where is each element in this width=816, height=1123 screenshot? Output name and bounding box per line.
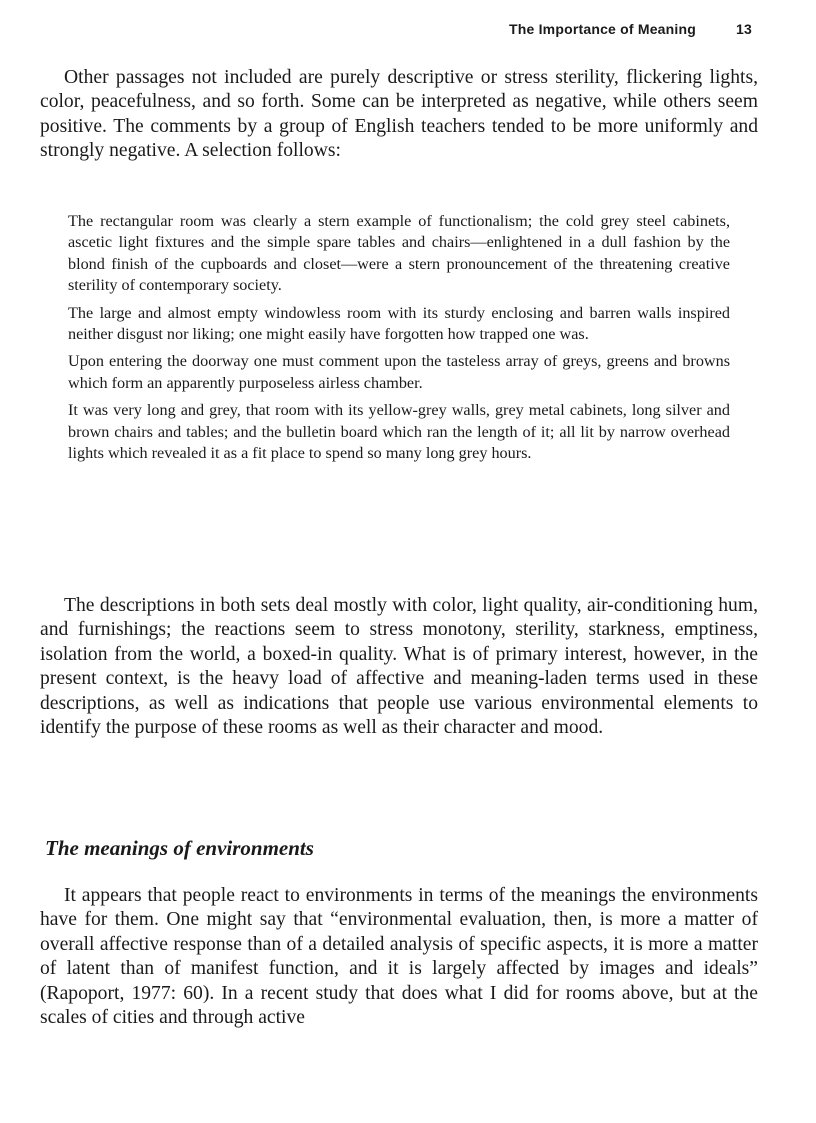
paragraph-meanings: It appears that people react to environments in terms of the meanings the environments have for them. One might say that “environmental evaluation, then, is more a matter of overall affective response than of a detailed analysis of specific aspects, it is more a matter of latent than of manifest function, and it is largely affected by images and ideals” (Rapoport, 1977: 60). In a recent study that does what I did for rooms above, but at the scales of cities and through active — [40, 885, 758, 1029]
quote-1: The rectangular room was clearly a stern example of functionalism; the cold grey steel cabinets, ascetic light fixtures and the simple spare tables and chairs—enlightened in a dull fashion by the blond finish of the cupboards and closet—were a stern pronouncement of the threatening creative sterility of contemporary society. — [68, 212, 730, 295]
quote-2: The large and almost empty windowless room with its sturdy enclosing and barren walls inspired neither disgust nor liking; one might easily have forgotten how trapped one was. — [68, 303, 730, 344]
running-title: The Importance of Meaning — [509, 21, 697, 37]
block-quotes — [68, 211, 730, 470]
quote-4: It was very long and grey, that room with its yellow-grey walls, grey metal cabinets, long silver and brown chairs and tables; and the bulletin board which ran the length of it; all lit by narrow overhead lights which revealed it as a fit place to spend so many long grey hours. — [68, 401, 730, 463]
page-number: 13 — [736, 21, 752, 37]
section-heading: The meanings of environments — [45, 836, 314, 860]
quote-3: Upon entering the doorway one must comment upon the tasteless array of greys, greens and browns which form an apparently purposeless airless chamber. — [68, 352, 730, 392]
paragraph-descriptions: The descriptions in both sets deal mostly with color, light quality, air-conditioning hum, and furnishings; the reactions seem to stress monotony, sterility, starkness, emptiness, isolation from the world, a boxed-in quality. What is of primary interest, however, in the present context, is the heavy load of affective and meaning-laden terms used in these descriptions, as well as indications that people use various environmental elements to identify the purpose of these rooms as well as their character and mood. — [40, 595, 758, 739]
running-head — [0, 21, 752, 37]
paragraph-intro: Other passages not included are purely descriptive or stress sterility, flickering lights, color, peacefulness, and so forth. Some can be interpreted as negative, while others seem positive. The comments by a group of English teachers tended to be more uniformly and strongly negative. A selection follows: — [40, 67, 758, 162]
